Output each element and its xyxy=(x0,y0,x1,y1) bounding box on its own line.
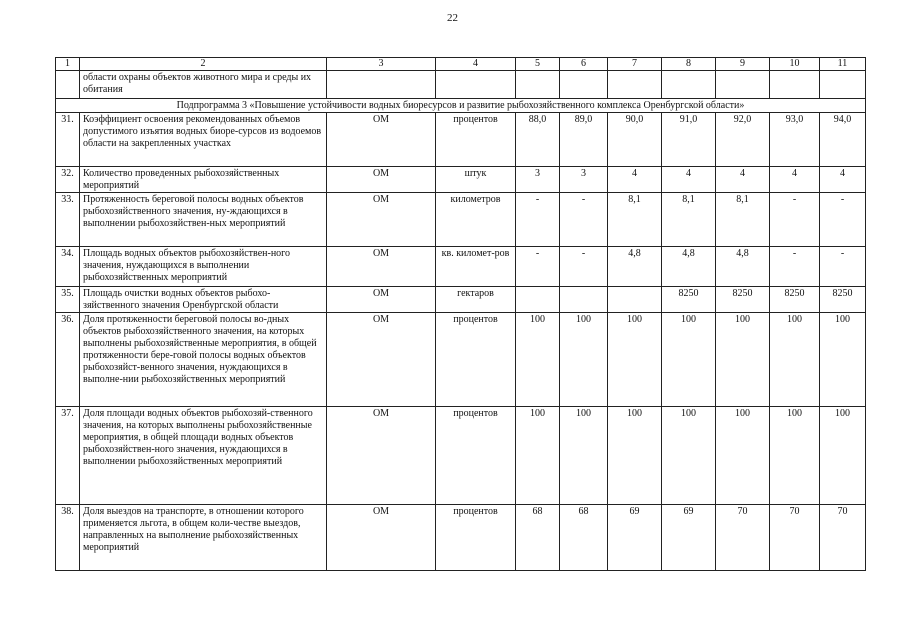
row-number: 36. xyxy=(56,313,80,407)
unit-of-measure: гектаров xyxy=(436,287,516,313)
year-value: 3 xyxy=(560,167,608,193)
table-cell xyxy=(770,71,820,99)
indicator-name: Площадь водных объектов рыбохозяйствен-ного значения, нуждающихся в выполнении рыбохозяйственных мероприятий xyxy=(80,247,327,287)
year-value: - xyxy=(820,193,866,247)
year-value: 8250 xyxy=(716,287,770,313)
indicator-type: ОМ xyxy=(327,505,436,571)
year-value: 70 xyxy=(716,505,770,571)
year-value: 4 xyxy=(820,167,866,193)
row-number: 33. xyxy=(56,193,80,247)
indicator-name: Доля протяженности береговой полосы во-дных объектов рыбохозяйственного значения, на которых выполнены рыбохозяйственные мероприятия, в общей протяженности бере-говой полосы водных объектов рыбохозяйст-венного значения, нуждающихся в выполне-нии рыбохозяйственных мероприятий xyxy=(80,313,327,407)
year-value: - xyxy=(820,247,866,287)
continued-row xyxy=(56,71,866,99)
indicator-name: Площадь очистки водных объектов рыбохо-зяйственного значения Оренбургской области xyxy=(80,287,327,313)
year-value: 93,0 xyxy=(770,113,820,167)
subprogram-title: Подпрограмма 3 «Повышение устойчивости водных биоресурсов и развитие рыбохозяйственного комплекса Оренбургской области» xyxy=(56,99,866,113)
unit-of-measure: кв. километ-ров xyxy=(436,247,516,287)
year-value: 89,0 xyxy=(560,113,608,167)
year-value: 100 xyxy=(608,313,662,407)
year-value: - xyxy=(770,193,820,247)
year-value: 100 xyxy=(662,313,716,407)
row-number: 32. xyxy=(56,167,80,193)
year-value: - xyxy=(560,193,608,247)
year-value: 4,8 xyxy=(662,247,716,287)
year-value: 8,1 xyxy=(662,193,716,247)
table-row xyxy=(56,505,866,571)
table-cell xyxy=(662,71,716,99)
year-value: - xyxy=(516,193,560,247)
column-number: 3 xyxy=(327,58,436,71)
year-value: 8,1 xyxy=(716,193,770,247)
indicator-type: ОМ xyxy=(327,167,436,193)
indicator-type: ОМ xyxy=(327,193,436,247)
year-value: 90,0 xyxy=(608,113,662,167)
row-number-cell xyxy=(56,71,80,99)
table-cell xyxy=(327,71,436,99)
unit-of-measure: штук xyxy=(436,167,516,193)
table-row xyxy=(56,247,866,287)
indicator-type: ОМ xyxy=(327,113,436,167)
indicator-type: ОМ xyxy=(327,247,436,287)
indicator-type: ОМ xyxy=(327,407,436,505)
column-number: 4 xyxy=(436,58,516,71)
indicator-type: ОМ xyxy=(327,313,436,407)
page-number: 22 xyxy=(447,12,458,24)
row-number: 37. xyxy=(56,407,80,505)
column-number: 7 xyxy=(608,58,662,71)
row-number: 34. xyxy=(56,247,80,287)
year-value: - xyxy=(516,247,560,287)
year-value: 91,0 xyxy=(662,113,716,167)
table-row xyxy=(56,287,866,313)
table-cell xyxy=(820,71,866,99)
column-number: 1 xyxy=(56,58,80,71)
table-cell xyxy=(716,71,770,99)
table-cell xyxy=(436,71,516,99)
table-cell xyxy=(516,71,560,99)
year-value: 100 xyxy=(608,407,662,505)
column-number: 9 xyxy=(716,58,770,71)
year-value: 100 xyxy=(516,407,560,505)
year-value: 69 xyxy=(608,505,662,571)
year-value: 3 xyxy=(516,167,560,193)
year-value: 69 xyxy=(662,505,716,571)
indicator-name: Доля площади водных объектов рыбохозяй-ственного значения, на которых выполнены рыбохозяйственные мероприятия, в общей площади водных объектов рыбохозяйствен-ного значения, нуждающихся в выполнении рыбохозяйственных мероприятий xyxy=(80,407,327,505)
indicator-name: Количество проведенных рыбохозяйственных мероприятий xyxy=(80,167,327,193)
year-value: 68 xyxy=(560,505,608,571)
table-row xyxy=(56,313,866,407)
year-value: 8250 xyxy=(820,287,866,313)
year-value xyxy=(560,287,608,313)
indicator-name: Протяженность береговой полосы водных объектов рыбохозяйственного значения, ну-ждающихся в выполнении рыбохозяйствен-ных мероприятий xyxy=(80,193,327,247)
table-row xyxy=(56,113,866,167)
indicators-table xyxy=(55,57,866,571)
year-value: 8250 xyxy=(662,287,716,313)
unit-of-measure: километров xyxy=(436,193,516,247)
table-cell xyxy=(608,71,662,99)
column-number: 5 xyxy=(516,58,560,71)
year-value: - xyxy=(560,247,608,287)
year-value: 100 xyxy=(770,313,820,407)
year-value: 94,0 xyxy=(820,113,866,167)
column-number-row xyxy=(56,58,866,71)
year-value: 100 xyxy=(560,407,608,505)
year-value: 70 xyxy=(820,505,866,571)
column-number: 11 xyxy=(820,58,866,71)
year-value: 4 xyxy=(662,167,716,193)
year-value: 88,0 xyxy=(516,113,560,167)
year-value: 4 xyxy=(716,167,770,193)
subprogram-row xyxy=(56,99,866,113)
year-value: 100 xyxy=(716,313,770,407)
year-value: 100 xyxy=(662,407,716,505)
year-value: 70 xyxy=(770,505,820,571)
year-value: 4 xyxy=(770,167,820,193)
column-number: 10 xyxy=(770,58,820,71)
year-value xyxy=(516,287,560,313)
column-number: 8 xyxy=(662,58,716,71)
row-number: 38. xyxy=(56,505,80,571)
table-row xyxy=(56,167,866,193)
year-value: - xyxy=(770,247,820,287)
year-value: 4,8 xyxy=(716,247,770,287)
year-value: 100 xyxy=(516,313,560,407)
indicator-name: Доля выездов на транспорте, в отношении которого применяется льгота, в общем коли-честве выездов, направленных на выполнение рыбохозяйственных мероприятий xyxy=(80,505,327,571)
year-value: 8250 xyxy=(770,287,820,313)
table-row xyxy=(56,407,866,505)
unit-of-measure: процентов xyxy=(436,113,516,167)
row-number: 31. xyxy=(56,113,80,167)
year-value: 100 xyxy=(770,407,820,505)
table-row xyxy=(56,193,866,247)
year-value: 92,0 xyxy=(716,113,770,167)
year-value: 100 xyxy=(716,407,770,505)
column-number: 6 xyxy=(560,58,608,71)
indicator-name: Коэффициент освоения рекомендованных объемов допустимого изъятия водных биоре-сурсов из водоемов области на закрепленных участках xyxy=(80,113,327,167)
year-value xyxy=(608,287,662,313)
unit-of-measure: процентов xyxy=(436,313,516,407)
unit-of-measure: процентов xyxy=(436,505,516,571)
year-value: 100 xyxy=(560,313,608,407)
year-value: 68 xyxy=(516,505,560,571)
year-value: 8,1 xyxy=(608,193,662,247)
continued-row-text: области охраны объектов животного мира и среды их обитания xyxy=(80,71,327,99)
indicator-type: ОМ xyxy=(327,287,436,313)
row-number: 35. xyxy=(56,287,80,313)
year-value: 100 xyxy=(820,407,866,505)
year-value: 100 xyxy=(820,313,866,407)
year-value: 4 xyxy=(608,167,662,193)
unit-of-measure: процентов xyxy=(436,407,516,505)
column-number: 2 xyxy=(80,58,327,71)
table-cell xyxy=(560,71,608,99)
year-value: 4,8 xyxy=(608,247,662,287)
